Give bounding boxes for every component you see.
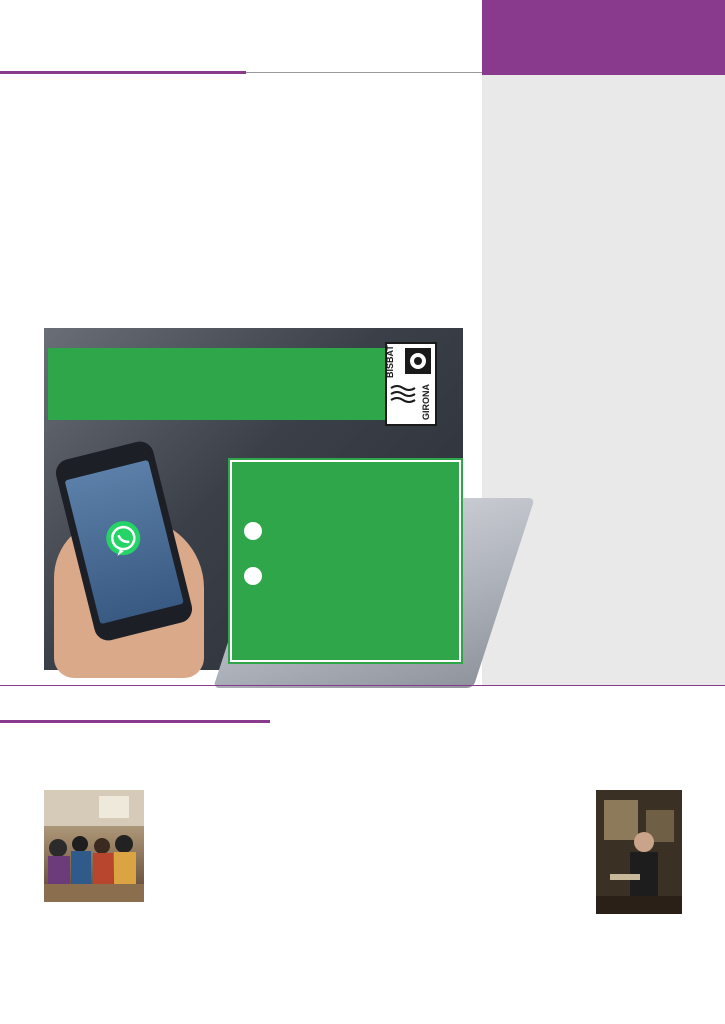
literacy-workshop-photo [44, 790, 144, 902]
svg-text:BISBAT: BISBAT [385, 345, 395, 378]
apunts-header-rule [0, 720, 270, 723]
bisbat-girona-logo [385, 342, 437, 426]
section-separator [0, 685, 725, 686]
santoral-title [482, 44, 725, 75]
santoral-sidebar [482, 0, 725, 685]
agenda-header [0, 44, 246, 74]
actor-photo-image [596, 790, 682, 914]
top-divider [246, 72, 482, 73]
step-2-number [244, 567, 262, 585]
banner-headline [48, 348, 398, 420]
step-1-number [244, 522, 262, 540]
whatsapp-banner[interactable] [44, 328, 463, 670]
sidebar-top-band [482, 0, 725, 44]
svg-text:GIRONA: GIRONA [421, 384, 431, 420]
whatsapp-instructions-panel [230, 460, 461, 662]
group-photo-image [44, 790, 144, 902]
verdaguer-event-photo [596, 790, 682, 914]
apunts-header [0, 693, 270, 723]
bisbat-logo-icon [387, 344, 435, 424]
agenda-header-rule [0, 71, 246, 74]
